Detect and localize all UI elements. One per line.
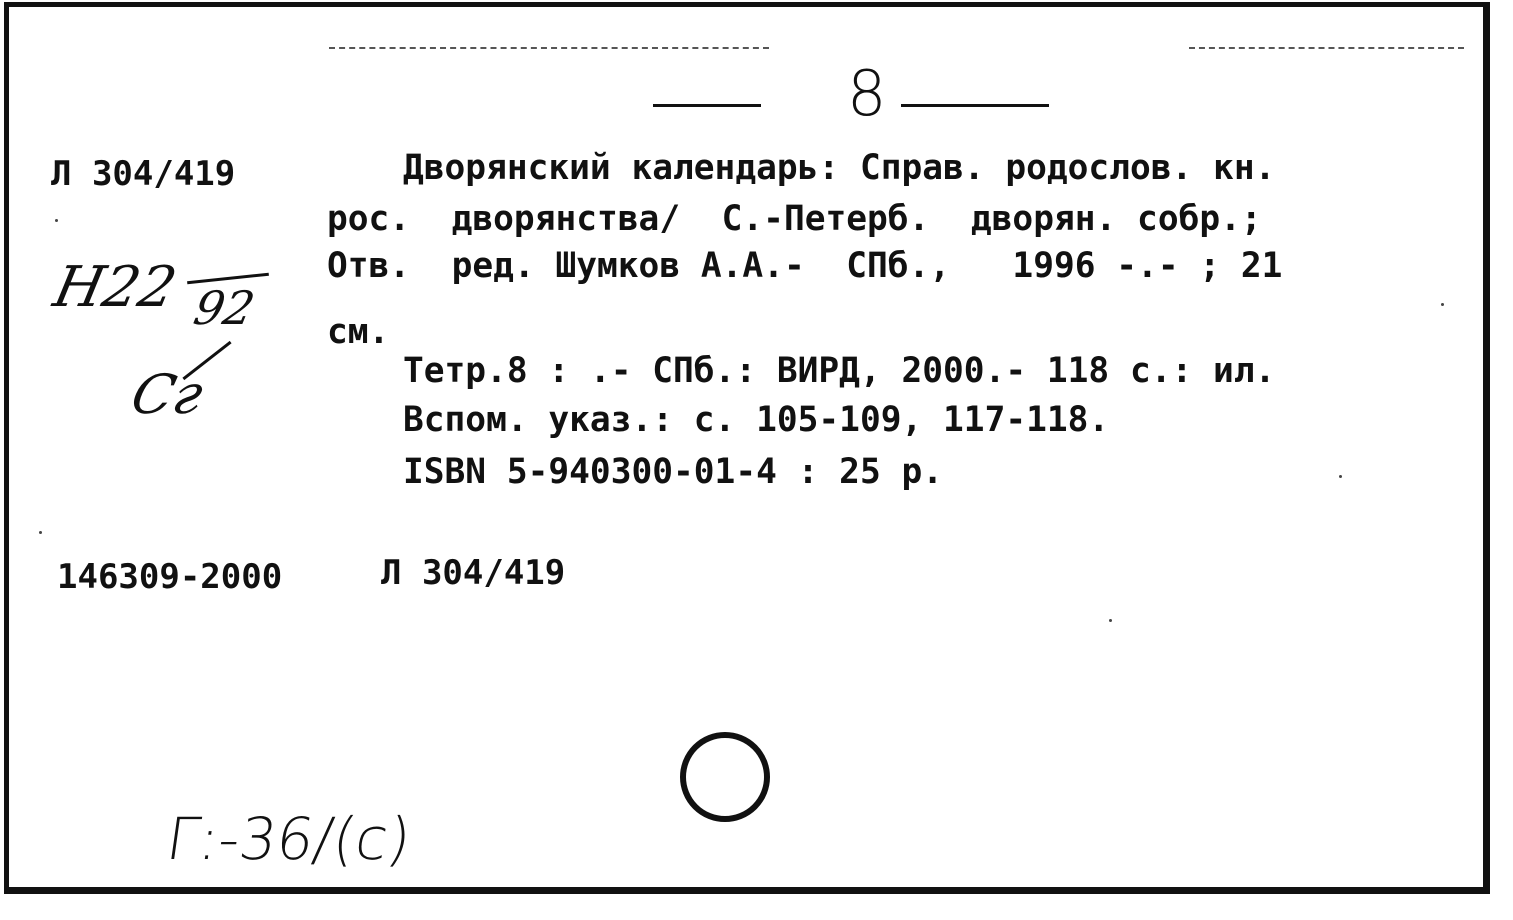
entry-line-3: Отв. ред. Шумков А.А.- СПб., 1996 -.- ; 21 — [327, 246, 1283, 286]
entry-line-1: Дворянский календарь: Справ. родослов. кн. — [403, 148, 1276, 188]
speck — [1109, 619, 1112, 622]
handwritten-initials: Сг — [125, 363, 210, 426]
handwritten-year: 92 — [189, 281, 260, 335]
speck — [39, 531, 42, 534]
accession-number: 146309-2000 — [57, 557, 283, 597]
initials-stroke — [182, 341, 231, 380]
entry-line-4: см. — [327, 312, 390, 352]
accession-shelfmark: Л 304/419 — [381, 553, 566, 593]
speck — [55, 219, 58, 222]
entry-line-5: Тетр.8 : .- СПб.: ВИРД, 2000.- 118 с.: ил. — [403, 351, 1276, 391]
handwritten-code: Н22 — [48, 255, 183, 320]
page-number-bar-right — [901, 104, 1049, 107]
entry-line-7: ISBN 5-940300-01-4 : 25 р. — [403, 452, 944, 492]
speck — [1441, 303, 1444, 306]
entry-line-2: рос. дворянства/ С.-Петерб. дворян. собр.; — [327, 199, 1262, 239]
page-number: 8 — [847, 57, 887, 130]
top-dashed-rule-left — [329, 47, 769, 49]
top-dashed-rule-right — [1189, 47, 1464, 49]
catalog-card — [4, 2, 1490, 894]
entry-line-6: Вспом. указ.: с. 105-109, 117-118. — [403, 400, 1110, 440]
speck — [1339, 475, 1342, 478]
shelfmark: Л 304/419 — [51, 154, 236, 194]
punch-hole — [680, 732, 770, 822]
page-number-bar-left — [653, 104, 761, 107]
handwritten-bottom-note: Г:-36/(с) — [162, 805, 416, 873]
